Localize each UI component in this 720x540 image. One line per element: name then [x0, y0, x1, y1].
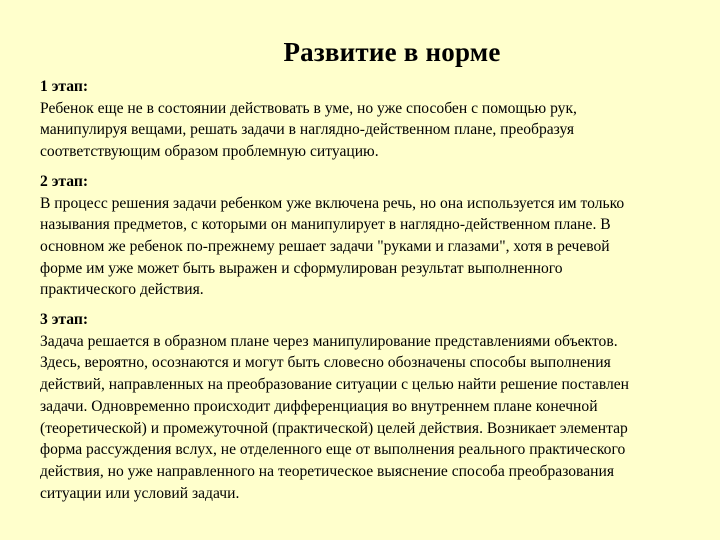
stage-1-line: манипулируя вещами, решать задачи в наглядно-действенном плане, преобразуя [40, 121, 575, 139]
stage-1-label: 1 этап: [40, 78, 89, 95]
stage-2 [40, 171, 720, 301]
stage-2-label: 2 этап: [40, 172, 89, 190]
stage-3-label: 3 этап: [40, 311, 89, 329]
stage-2-line: В процесс решения задачи ребенком уже включена речь, но она используется им только [40, 194, 625, 212]
stage-3-line: Задача решается в образном плане через манипулирование представлениями объектов. [40, 332, 618, 350]
stage-1-line: Ребенок еще не в состоянии действовать в уме, но уже способен с помощью рук, [40, 99, 577, 117]
stage-3-line: задачи. Одновременно происходит дифференциация во внутреннем плане конечной [40, 397, 598, 415]
stage-2-line: основном же ребенок по-прежнему решает задачи "руками и глазами", хотя в речевой [40, 237, 610, 255]
stage-1 [40, 76, 720, 163]
stage-2-line: практического действия. [40, 281, 204, 299]
stage-3-line: (теоретической) и промежуточной (практической) целей действия. Возникает элементар [40, 419, 628, 437]
stage-2-line: называния предметов, с которыми он манипулирует в наглядно-действенном плане. В [40, 216, 611, 234]
stage-3-line: действия, но уже направленного на теоретическое выяснение способа преобразования [40, 462, 614, 480]
stage-3-line: форма рассуждения вслух, не отделенного еще от выполнения реального практического [40, 441, 626, 459]
stage-2-line: форме им уже может быть выражен и сформулирован результат выполненного [40, 259, 563, 277]
slide-content [40, 76, 720, 504]
slide-title: Развитие в норме [283, 37, 501, 67]
stage-3-line: действий, направленных на преобразование ситуации с целью найти решение поставлен [40, 376, 630, 394]
stage-3 [40, 309, 720, 504]
stage-3-line: Здесь, вероятно, осознаются и могут быть словесно обозначены способы выполнения [40, 354, 611, 372]
stage-3-line: ситуации или условий задачи. [40, 484, 240, 502]
stage-1-line: соответствующим образом проблемную ситуацию. [40, 143, 379, 161]
